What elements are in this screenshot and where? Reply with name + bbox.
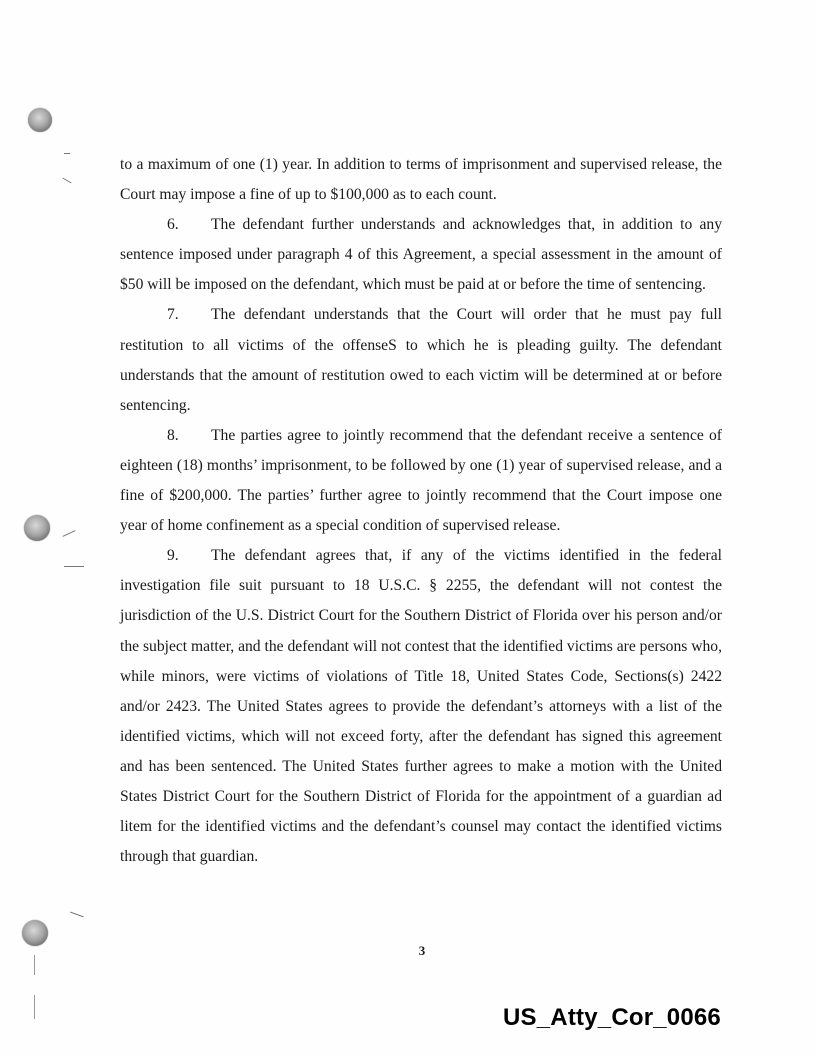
- paragraph-text: The defendant agrees that, if any of the victims identified in the federal investigation file suit pursuant to 18 U.S.C. § 2255, the defendant will not contest the jurisdiction of the U.S. District Court for the Southern District of Florida over his person and/or the subject matter, and the defendant will not contest that the identified victims are persons who, while minors, were victims of violations of Title 18, United States Code, Sections(s) 2422 and/or 2423. The United States agrees to provide the defendant’s attorneys with a list of the identified victims, which will not exceed forty, after the defendant has signed this agreement and has been sentenced. The United States further agrees to make a motion with the United States District Court for the Southern District of Florida for the appointment of a guardian ad litem for the identified victims and the defendant’s counsel may contact the identified victims through that guardian.: [120, 547, 722, 866]
- paragraph-text: The defendant understands that the Court will order that he must pay full restitution to all victims of the offenseS to which he is pleading guilty. The defendant understands that the amount of restitution owed to each victim will be determined at or before sentencing.: [120, 306, 722, 414]
- scan-mark: [62, 530, 75, 537]
- paragraph-9: [120, 541, 722, 872]
- scan-mark: [62, 178, 71, 184]
- paragraph-number: 7.: [167, 306, 179, 324]
- bates-number: US_Atty_Cor_0066: [503, 1004, 721, 1031]
- paragraph-number: 6.: [167, 216, 179, 234]
- paragraph-8: [120, 421, 722, 541]
- paragraph-number: 8.: [167, 426, 179, 444]
- paragraph-6: [120, 210, 722, 300]
- paragraph-text: The parties agree to jointly recommend that the defendant receive a sentence of eighteen (18) months’ imprisonment, to be followed by one (1) year of supervised release, and a fine of $200,000. The parties’ further agree to jointly recommend that the Court impose one year of home confinement as a special condition of supervised release.: [120, 426, 722, 535]
- document-body: [120, 150, 722, 872]
- paragraph-text: The defendant further understands and acknowledges that, in addition to any sentence imposed under paragraph 4 of this Agreement, a special assessment in the amount of $50 will be imposed on the defendant, which must be paid at or before the time of sentencing.: [120, 216, 722, 294]
- scan-mark: [34, 995, 35, 1019]
- scan-mark: [64, 153, 70, 154]
- page-number: 3: [418, 943, 426, 958]
- continuation-paragraph: to a maximum of one (1) year. In addition to terms of imprisonment and supervised release, the Court may impose a fine of up to $100,000 as to each count.: [120, 156, 722, 204]
- paragraph-number: 9.: [167, 547, 179, 565]
- hole-punch-top: [28, 108, 52, 132]
- scan-mark: [64, 566, 84, 567]
- hole-punch-middle: [24, 515, 50, 541]
- paragraph-7: [120, 300, 722, 420]
- scan-mark: [70, 912, 83, 918]
